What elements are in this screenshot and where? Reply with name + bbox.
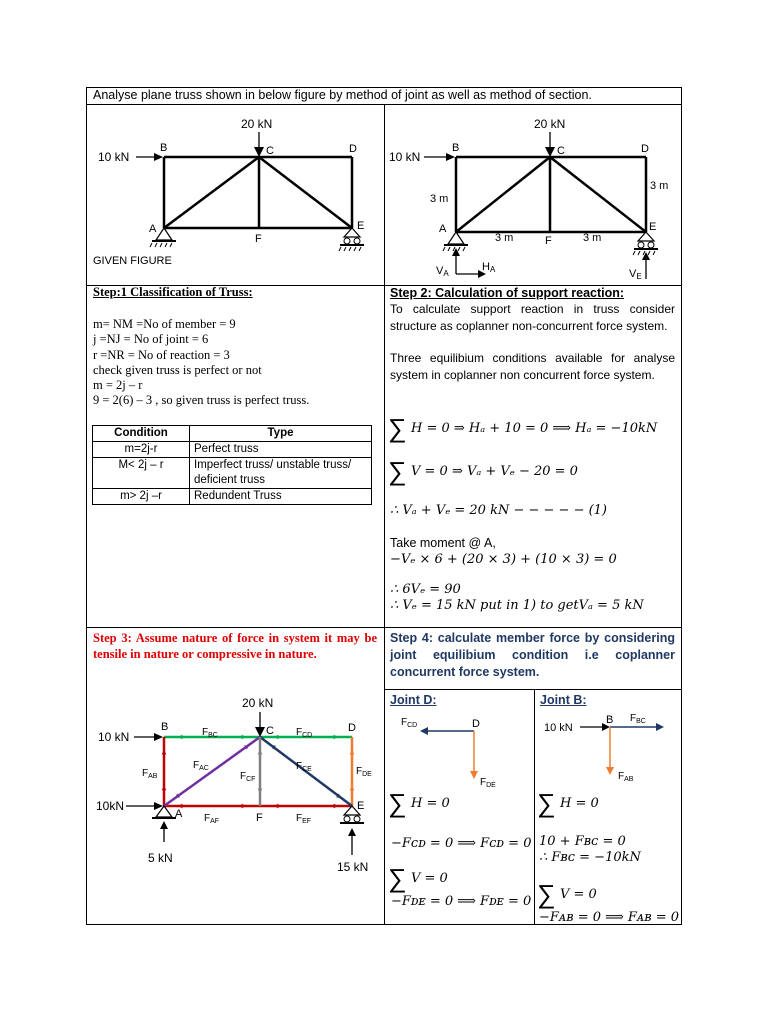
joint-d-eq-h2: −Fᴄᴅ = 0 ⟹ Fᴄᴅ = 0 xyxy=(391,836,532,851)
load-10kn: 10 kN xyxy=(98,730,130,744)
force-arrowhead xyxy=(274,735,278,740)
member-ce xyxy=(259,157,352,228)
sigma-symbol: ∑ xyxy=(388,788,407,818)
node-d: D xyxy=(348,722,356,734)
step3-title: Step 3: Assume nature of force in system it may be tensile in nature or compressive in nature. xyxy=(93,631,377,661)
joint-d-eq-h: H = 0 xyxy=(411,796,450,811)
step2-title: Step 2: Calculation of support reaction: xyxy=(390,286,625,300)
label-fde: $F_{DE}$ xyxy=(480,777,496,789)
joint-d-eq-v2: −Fᴅᴇ = 0 ⟹ Fᴅᴇ = 0 xyxy=(391,894,532,909)
reaction-va: VA xyxy=(436,265,449,278)
force-arrowhead xyxy=(162,789,167,793)
eq-moment: −Vₑ × 6 + (20 × 3) + (10 × 3) = 0 xyxy=(390,552,617,567)
sigma-symbol: ∑ xyxy=(537,879,556,909)
joint-d-title: Joint D: xyxy=(390,693,437,707)
sigma-symbol: ∑ xyxy=(388,863,407,893)
load-10kn: 10 kN xyxy=(389,150,421,164)
force-arrowhead xyxy=(178,735,182,740)
force-arrowhead xyxy=(334,804,338,809)
force-arrowhead xyxy=(334,735,338,740)
step1-lines: m= NM =No of member = 9 j =NJ = No of joint = 6 r =NR = No of reaction = 3 check given truss is perfect or not m = 2j – r 9 = 2(6) – 3 , so given truss is perfect truss. xyxy=(93,317,310,408)
step1-title: Step:1 Classification of Truss: xyxy=(93,285,253,299)
node-f: F xyxy=(256,812,263,824)
force-arrowhead xyxy=(350,789,355,793)
moment-label: Take moment @ A, xyxy=(390,536,496,550)
eq-reaction-sum: ∴ Vₐ + Vₑ = 20 kN − − − − − (1) xyxy=(390,503,608,518)
step2-para2: Three equilibium conditions available for analyse system in coplanner non concurrent force system. xyxy=(390,351,675,382)
load-10kn-bottom: 10kN xyxy=(96,799,125,813)
node-d: D xyxy=(349,143,357,155)
node-e: E xyxy=(357,800,365,812)
force-arrowhead xyxy=(350,750,355,754)
node-c: C xyxy=(266,725,274,737)
label-fbc: $F_{BC}$ xyxy=(202,727,218,739)
load-20kn: 20 kN xyxy=(534,117,566,131)
truss-classification-table: Condition Type m=2j-r Perfect truss M< 2j – r Imperfect truss/ unstable truss/ deficient truss m> 2j –r Redundent Truss xyxy=(92,425,372,505)
divider xyxy=(384,689,682,690)
joint-b-title: Joint B: xyxy=(540,693,587,707)
label-fac: $F_{AC}$ xyxy=(193,760,209,772)
figure-caption: GIVEN FIGURE xyxy=(93,255,172,267)
reaction-ve: VE xyxy=(629,268,642,281)
label-fbc: $F_{BC}$ xyxy=(630,713,646,725)
eq-sum-v: V = 0 ⇒ Vₐ + Vₑ − 20 = 0 xyxy=(411,464,578,479)
dimensioned-truss-figure xyxy=(384,104,682,285)
load-10kn: 10 kN xyxy=(544,722,573,734)
load-10kn: 10 kN xyxy=(98,150,130,164)
sigma-symbol: ∑ xyxy=(388,413,407,443)
dim-height-right: 3 m xyxy=(650,180,669,192)
node-f: F xyxy=(545,235,552,247)
joint-b-eq-v: V = 0 xyxy=(560,887,597,902)
step4-title: Step 4: calculate member force by considering joint equilibium condition i.e coplanner concurrent force system. xyxy=(390,631,675,679)
node-c: C xyxy=(557,145,565,157)
reaction-ha: HA xyxy=(482,261,496,274)
node-f: F xyxy=(255,233,262,245)
step2-para1: To calculate support reaction in truss consider structure as coplanner non-concurrent force system. xyxy=(390,302,675,333)
reaction-e: 15 kN xyxy=(337,860,369,874)
node-d: D xyxy=(641,143,649,155)
reaction-a: 5 kN xyxy=(148,851,173,865)
sigma-symbol: ∑ xyxy=(388,456,407,486)
label-fcd: $F_{CD}$ xyxy=(401,717,418,729)
force-arrowhead xyxy=(242,735,246,740)
node-c: C xyxy=(266,145,274,157)
sigma-symbol: ∑ xyxy=(537,788,556,818)
force-arrowhead xyxy=(274,804,278,809)
given-truss-figure xyxy=(86,104,384,285)
node-b: B xyxy=(606,714,614,726)
label-faf: $F_{AF}$ xyxy=(204,813,220,825)
force-arrowhead xyxy=(242,804,246,809)
eq-ve: ∴ 6Vₑ = 90 xyxy=(390,582,461,597)
node-b: B xyxy=(160,142,168,154)
joint-b-eq-v2: −Fᴀʙ = 0 ⟹ Fᴀʙ = 0 xyxy=(539,910,680,925)
node-e: E xyxy=(649,221,657,233)
force-nature-figure xyxy=(86,690,384,890)
joint-b-eq-h3: ∴ Fʙᴄ = −10kN xyxy=(539,850,641,865)
node-a: A xyxy=(175,808,183,820)
label-fde: $F_{DE}$ xyxy=(356,766,372,778)
label-fce: $F_{CE}$ xyxy=(296,761,312,773)
label-fcf: $F_{CF}$ xyxy=(240,771,256,783)
member-ac xyxy=(164,157,259,228)
force-arrowhead xyxy=(258,789,263,793)
label-fef: $F_{EF}$ xyxy=(296,813,312,825)
node-e: E xyxy=(357,220,365,232)
joint-b-diagram xyxy=(534,705,682,790)
joint-d-diagram xyxy=(384,705,534,790)
label-fcd: $F_{CD}$ xyxy=(296,727,313,739)
joint-b-eq-h: H = 0 xyxy=(560,796,599,811)
node-b: B xyxy=(161,721,169,733)
force-arrowhead xyxy=(162,750,167,754)
dim-span-fe: 3 m xyxy=(583,232,602,244)
label-fab: $F_{AB}$ xyxy=(618,771,634,783)
label-fab: $F_{AB}$ xyxy=(142,768,158,780)
joint-d-eq-v: V = 0 xyxy=(411,871,448,886)
load-20kn: 20 kN xyxy=(241,117,273,131)
force-arrowhead xyxy=(258,750,263,754)
load-20kn: 20 kN xyxy=(242,696,274,710)
dim-span-af: 3 m xyxy=(495,232,514,244)
node-a: A xyxy=(439,223,447,235)
eq-sum-h: H = 0 ⇒ Hₐ + 10 = 0 ⟹ Hₐ = −10kN xyxy=(411,421,658,436)
node-d: D xyxy=(472,718,480,730)
dim-height-left: 3 m xyxy=(430,193,449,205)
eq-final: ∴ Vₑ = 15 kN put in 1) to getVₐ = 5 kN xyxy=(390,598,644,613)
node-b: B xyxy=(452,142,460,154)
joint-b-eq-h2: 10 + Fʙᴄ = 0 xyxy=(539,834,626,849)
node-a: A xyxy=(149,223,157,235)
problem-statement: Analyse plane truss shown in below figure by method of joint as well as method of section. xyxy=(93,88,592,102)
